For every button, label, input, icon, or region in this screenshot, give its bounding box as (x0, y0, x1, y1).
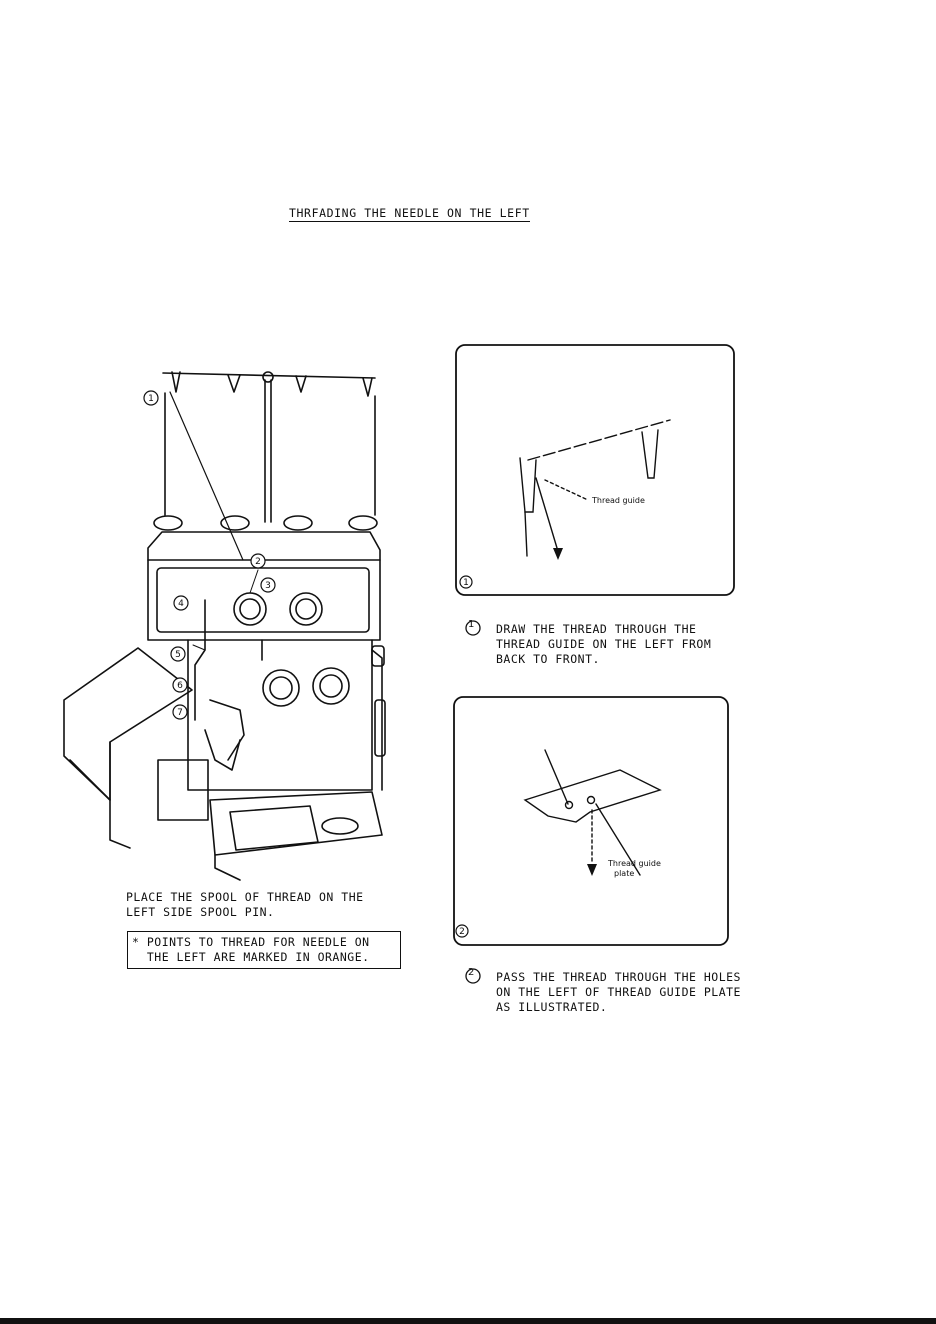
spool-caption: PLACE THE SPOOL OF THREAD ON THE LEFT SIDE SPOOL PIN. (126, 890, 364, 919)
callout-4: 4 (178, 599, 184, 609)
callout-2: 2 (255, 557, 261, 567)
callout-1: 1 (148, 394, 154, 404)
step1-panel (456, 345, 734, 595)
step1-number: 1 (468, 619, 475, 630)
callout-3: 3 (265, 581, 271, 591)
svg-text:2: 2 (459, 927, 465, 937)
thread-guide-label: Thread guide (592, 496, 645, 505)
thread-guide-plate-label-1: Thread guide (608, 859, 661, 868)
step1-text: DRAW THE THREAD THROUGH THE THREAD GUIDE ON THE LEFT FROM BACK TO FRONT. (496, 622, 712, 666)
step2-panel (454, 697, 728, 945)
callout-5: 5 (175, 650, 181, 660)
thread-guide-plate-label-2: plate (614, 869, 635, 878)
step2-text: PASS THE THREAD THROUGH THE HOLES ON THE LEFT OF THREAD GUIDE PLATE AS ILLUSTRATED. (496, 970, 741, 1014)
page-title: THRFADING THE NEEDLE ON THE LEFT (289, 206, 530, 220)
svg-text:1: 1 (463, 578, 469, 588)
step2-number: 2 (468, 967, 475, 978)
callout-6: 6 (177, 681, 183, 691)
orange-marker-note: * POINTS TO THREAD FOR NEEDLE ON THE LEFT ARE MARKED IN ORANGE. (127, 931, 401, 969)
callout-7: 7 (177, 708, 183, 718)
page-edge (0, 1318, 936, 1324)
